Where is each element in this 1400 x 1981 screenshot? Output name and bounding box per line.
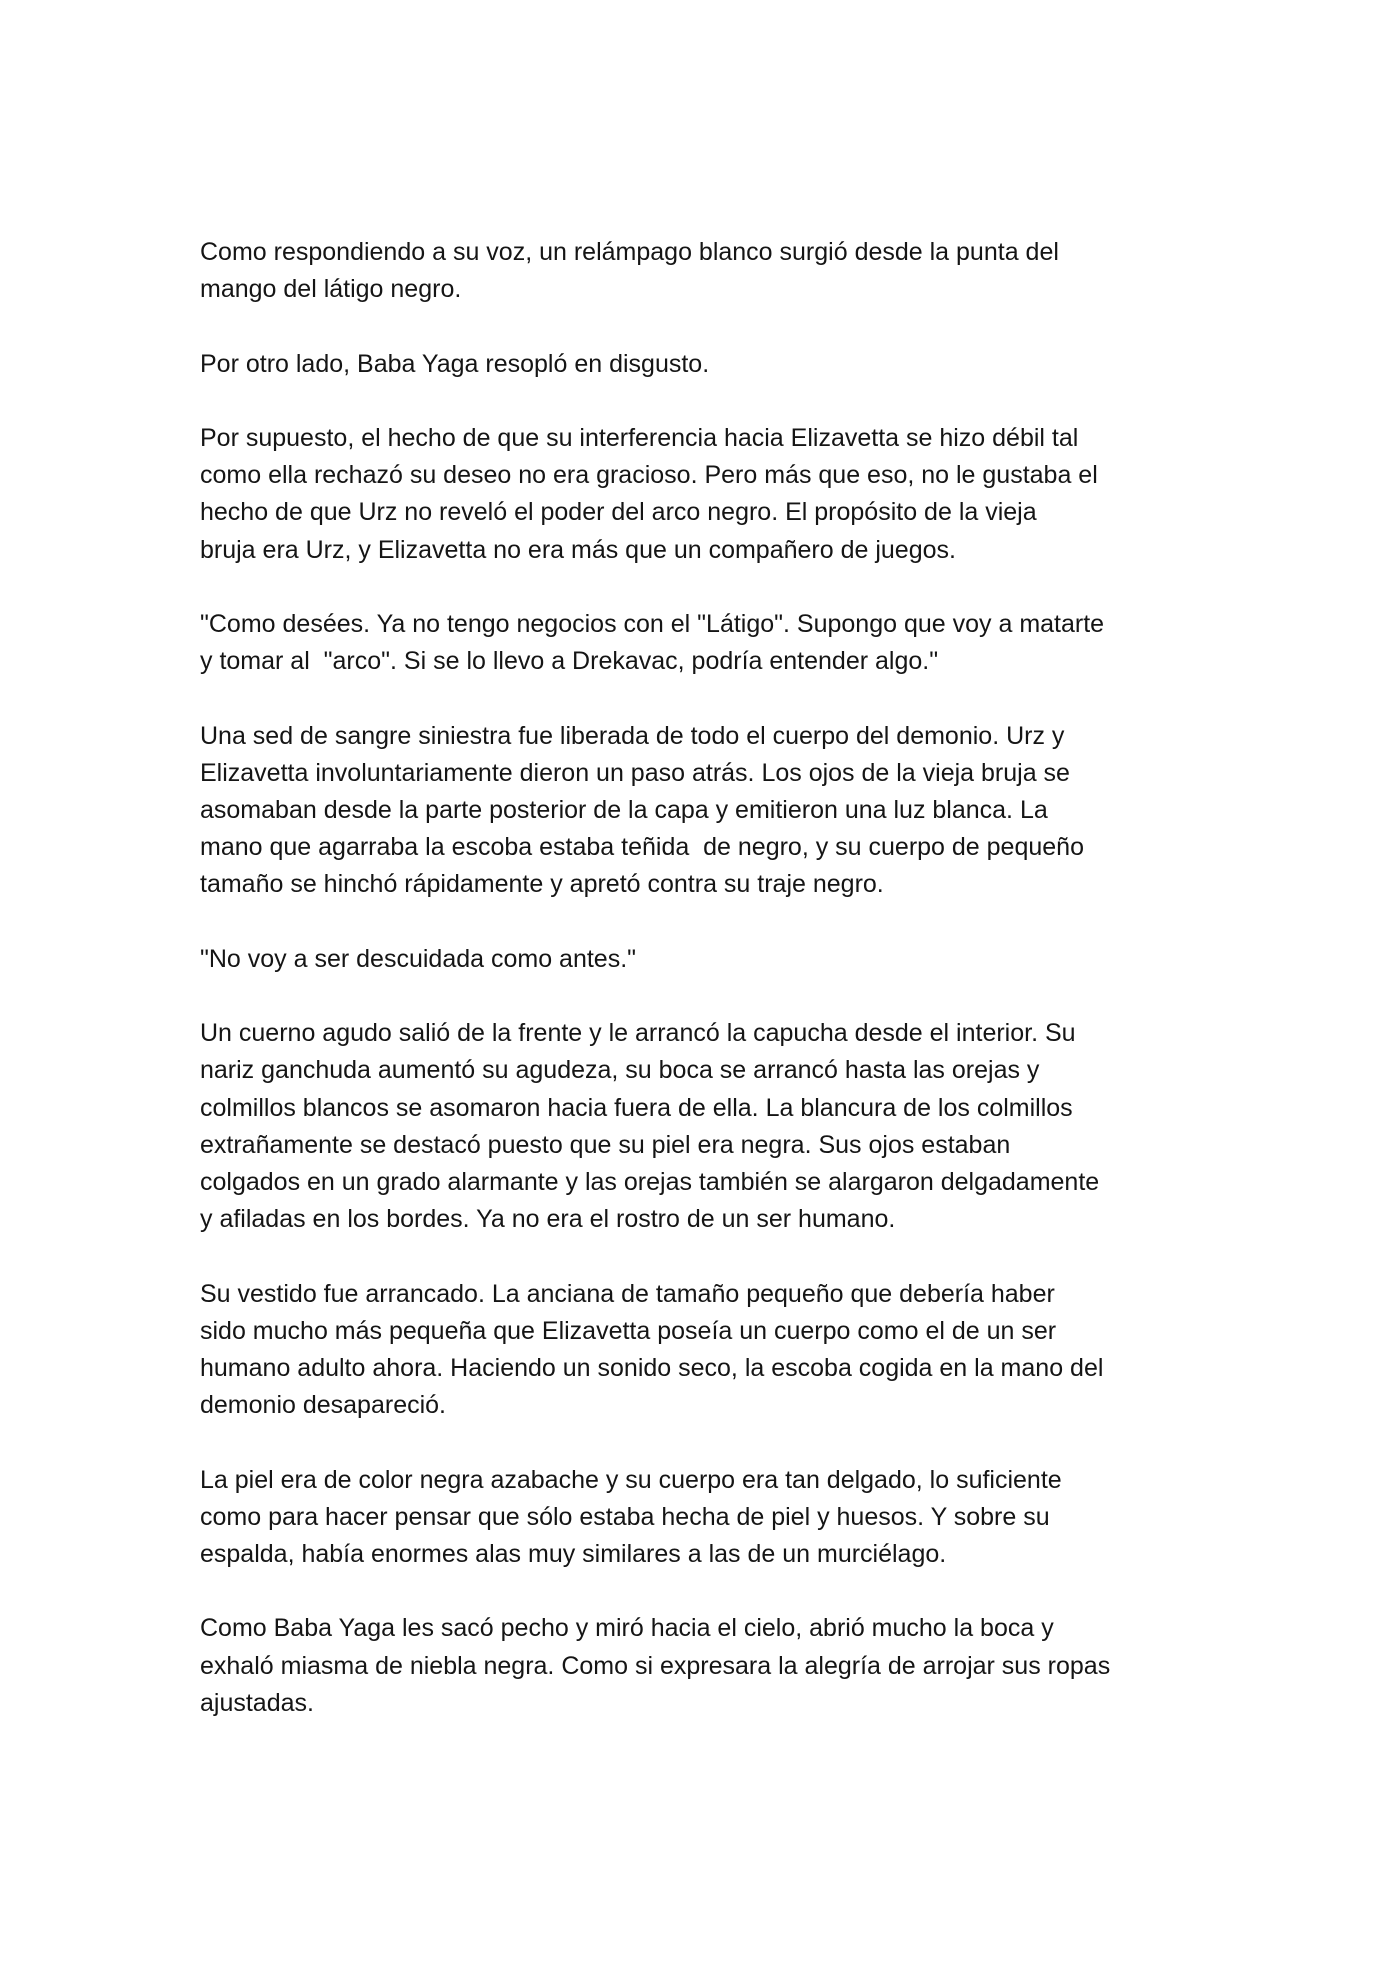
text-line: colgados en un grado alarmante y las orejas también se alargaron delgadamente — [200, 1167, 1100, 1196]
paragraph — [200, 718, 1210, 904]
paragraph — [200, 420, 1210, 569]
text-line: colmillos blancos se asomaron hacia fuera de ella. La blancura de los colmillos — [200, 1093, 1073, 1122]
text-line: ajustadas. — [200, 1688, 314, 1717]
text-line: Como respondiendo a su voz, un relámpago blanco surgió desde la punta del — [200, 238, 1059, 266]
text-line: La piel era de color negra azabache y su cuerpo era tan delgado, lo suficiente — [200, 1465, 1062, 1494]
text-line: y afiladas en los bordes. Ya no era el rostro de un ser humano. — [200, 1205, 896, 1234]
text-line: bruja era Urz, y Elizavetta no era más que un compañero de juegos. — [200, 535, 956, 564]
paragraph — [200, 1276, 1210, 1425]
paragraph — [200, 1462, 1210, 1574]
paragraph — [200, 941, 1210, 978]
text-line: Como Baba Yaga les sacó pecho y miró hacia el cielo, abrió mucho la boca y — [200, 1614, 1054, 1643]
paragraph — [200, 606, 1210, 680]
text-line: Su vestido fue arrancado. La anciana de tamaño pequeño que debería haber — [200, 1279, 1055, 1308]
text-line: y tomar al "arco". Si se lo llevo a Drekavac, podría entender algo." — [200, 647, 939, 676]
paragraph — [200, 1015, 1210, 1238]
text-line: nariz ganchuda aumentó su agudeza, su boca se arrancó hasta las orejas y — [200, 1056, 1040, 1085]
document-body — [200, 234, 1210, 1759]
text-line: "No voy a ser descuidada como antes." — [200, 944, 637, 973]
text-line: como para hacer pensar que sólo estaba hecha de piel y huesos. Y sobre su — [200, 1502, 1050, 1531]
text-line: demonio desapareció. — [200, 1391, 446, 1420]
text-line: "Como desées. Ya no tengo negocios con el "Látigo". Supongo que voy a matarte — [200, 609, 1105, 638]
text-line: exhaló miasma de niebla negra. Como si expresara la alegría de arrojar sus ropas — [200, 1651, 1111, 1680]
paragraph — [200, 346, 1210, 383]
text-line: extrañamente se destacó puesto que su piel era negra. Sus ojos estaban — [200, 1130, 1011, 1159]
text-line: Por otro lado, Baba Yaga resopló en disgusto. — [200, 349, 710, 378]
text-line: sido mucho más pequeña que Elizavetta poseía un cuerpo como el de un ser — [200, 1316, 1057, 1345]
paragraph — [200, 1610, 1210, 1722]
text-line: Elizavetta involuntariamente dieron un paso atrás. Los ojos de la vieja bruja se — [200, 758, 1070, 787]
text-line: hecho de que Urz no reveló el poder del arco negro. El propósito de la vieja — [200, 498, 1037, 527]
text-line: Por supuesto, el hecho de que su interferencia hacia Elizavetta se hizo débil tal — [200, 423, 1079, 452]
text-line: Una sed de sangre siniestra fue liberada de todo el cuerpo del demonio. Urz y — [200, 721, 1065, 750]
text-line: espalda, había enormes alas muy similares a las de un murciélago. — [200, 1539, 947, 1568]
text-line: Un cuerno agudo salió de la frente y le arrancó la capucha desde el interior. Su — [200, 1019, 1076, 1048]
paragraph — [200, 234, 1210, 308]
text-line: humano adulto ahora. Haciendo un sonido seco, la escoba cogida en la mano del — [200, 1353, 1104, 1382]
text-line: asomaban desde la parte posterior de la capa y emitieron una luz blanca. La — [200, 795, 1048, 824]
text-line: tamaño se hinchó rápidamente y apretó contra su traje negro. — [200, 870, 884, 899]
text-line: mango del látigo negro. — [200, 275, 462, 304]
text-line: mano que agarraba la escoba estaba teñida de negro, y su cuerpo de pequeño — [200, 833, 1084, 862]
text-line: como ella rechazó su deseo no era gracioso. Pero más que eso, no le gustaba el — [200, 461, 1098, 490]
